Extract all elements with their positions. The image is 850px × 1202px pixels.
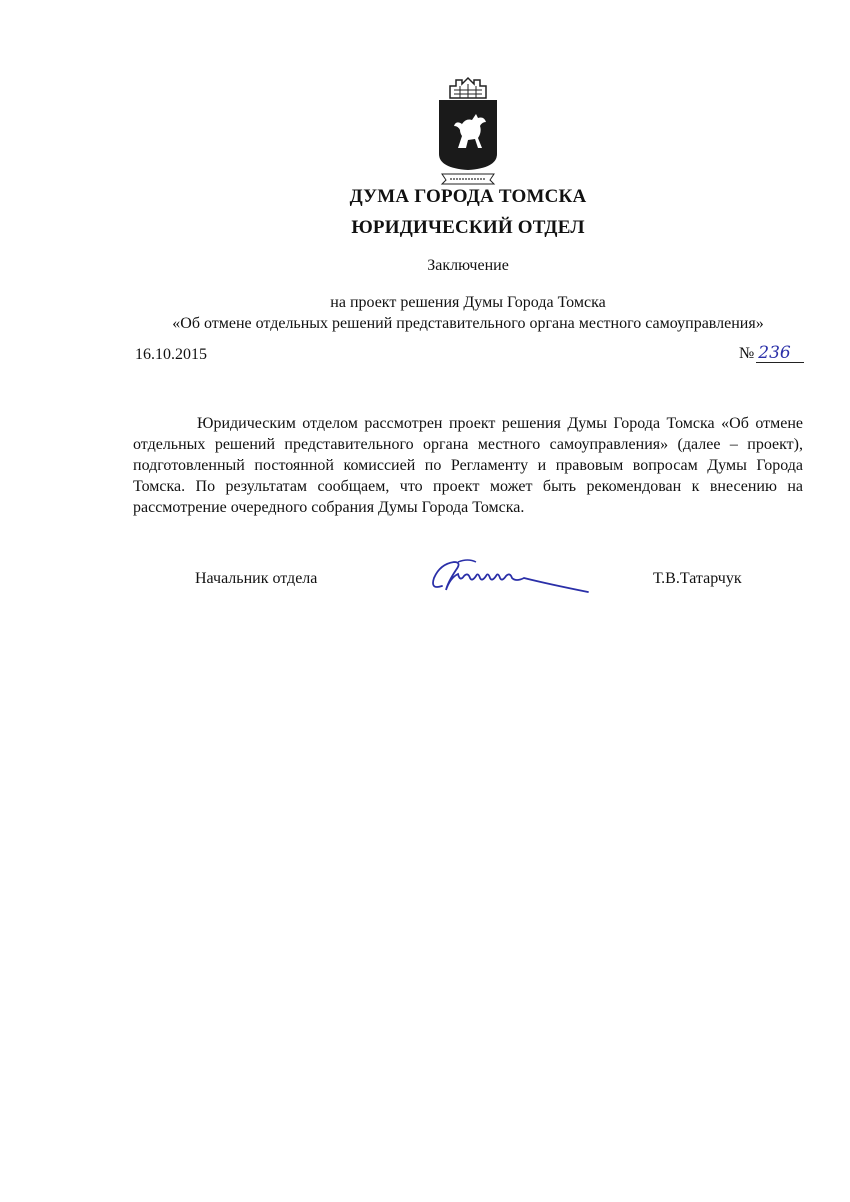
subject-line-1: на проект решения Думы Города Томска — [330, 294, 606, 311]
document-number — [739, 344, 804, 363]
document-type: Заключение — [427, 257, 509, 274]
signer-position: Начальник отдела — [195, 570, 318, 587]
department-name: ЮРИДИЧЕСКИЙ ОТДЕЛ — [351, 217, 585, 238]
handwritten-signature — [428, 556, 593, 600]
number-sign: № — [739, 345, 755, 362]
document-date: 16.10.2015 — [135, 346, 207, 363]
document-body: Юридическим отделом рассмотрен проект решения Думы Города Томска «Об отмене отдельных решений представительного органа местного самоуправления» (далее – проект), подготовленный постоянной комиссией по Регламенту и правовым вопросам Думы Города Томска. По результатам сообщаем, что проект может быть рекомендован к внесению на рассмотрение очередного собрания Думы Города Томска. — [133, 415, 803, 516]
number-value: 236 — [756, 344, 804, 363]
subject-line-2: «Об отмене отдельных решений представительного органа местного самоуправления» — [172, 315, 764, 332]
signer-name: Т.В.Татарчук — [653, 570, 742, 587]
document-subject — [0, 292, 850, 334]
coat-of-arms-icon — [436, 76, 500, 188]
organization-name: ДУМА ГОРОДА ТОМСКА — [349, 186, 587, 207]
